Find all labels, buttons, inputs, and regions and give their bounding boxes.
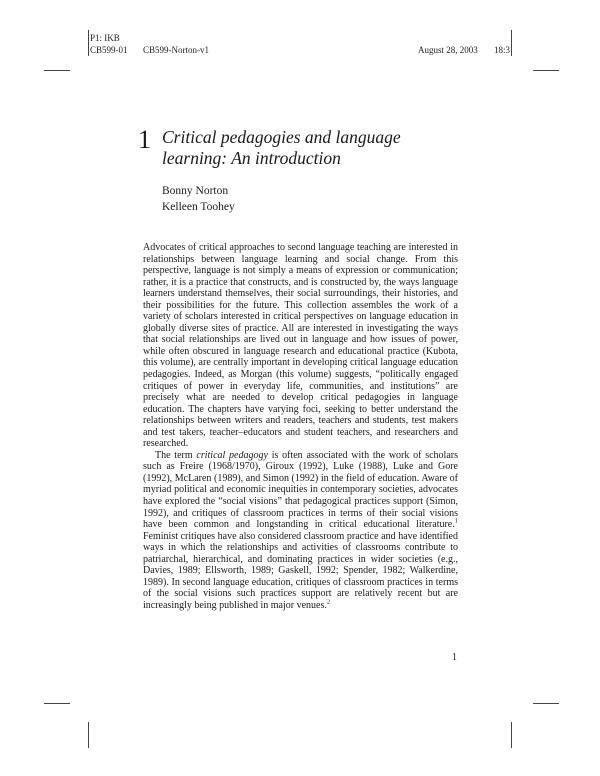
critical-pedagogy-term: critical pedagogy [196,449,268,461]
header-line1: P1: IKB [90,33,120,43]
crop-mark-left-top [44,70,70,71]
paragraph-2 [143,450,458,612]
crop-mark-top-right [511,30,512,56]
chapter-title-line1: Critical pedagogies and language [162,127,401,147]
header-code: CB599-01 [90,45,128,55]
crop-mark-bottom-right [511,722,512,748]
footnote-ref-1[interactable]: 1 [454,517,458,525]
header-time: 18:3 [494,45,511,55]
paragraph-2-part-b: is often associated with the work of scholars such as Freire (1968/1970), Giroux (1992), Luke (1988), Luke and Gore (1992), McLaren (1989), and Simon (1992) in the field of education. Aware of myriad political and economic inequities in contemporary societies, advocates have explored the “social visions” that pedagogical practices support (Simon, 1992), and critiques of classroom practices in terms of their social visions have been common and longstanding in critical educational literature. [143,449,458,531]
header-date: August 28, 2003 [418,45,478,55]
header-series: CB599-Norton-v1 [143,45,209,55]
body-text [143,242,458,612]
chapter-title [162,127,482,169]
crop-mark-right-top [533,70,559,71]
author-2: Kelleen Toohey [162,201,235,213]
paragraph-2-part-a: The term [155,449,197,461]
author-1: Bonny Norton [162,185,229,197]
crop-mark-left-bottom [44,703,70,704]
crop-mark-right-bottom [533,703,559,704]
crop-mark-top-left [88,30,89,56]
footnote-ref-2[interactable]: 2 [326,598,331,606]
page-number: 1 [452,652,457,663]
crop-mark-bottom-left [88,722,89,748]
chapter-number: 1 [138,125,151,154]
paragraph-1: Advocates of critical approaches to second language teaching are interested in relationships between language learning and social change. From this perspective, language is not simply a means of expression or communication; rather, it is a practice that constructs, and is constructed by, the ways language learners understand themselves, their social surroundings, their histories, and their possibilities for the future. This collection assembles the work of a variety of scholars interested in critical perspectives on language education in globally diverse sites of practice. All are interested in investigating the ways that social relationships are lived out in language and how issues of power, while often obscured in language research and educational practice (Kubota, this volume), are centrally important in developing critical language education pedagogies. Indeed, as Morgan (this volume) suggests, “politically engaged critiques of power in everyday life, communities, and institutions” are precisely what are needed to develop critical pedagogies in language education. The chapters have varying foci, seeking to better understand the relationships between writers and readers, teachers and students, test makers and test takers, teacher–educators and student teachers, and researchers and researched. [143,242,458,450]
paragraph-2-part-c: Feminist critiques have also considered classroom practice and have identified ways in which the relationships and activities of classrooms contribute to patriarchal, hierarchical, and dominating practices in wider societies (e.g., Davies, 1989; Ellsworth, 1989; Gaskell, 1992; Spender, 1982; Walkerdine, 1989). In second language education, critiques of classroom practices in terms of the social visions such practices support are relatively recent but are increasingly being published in major venues. [143,530,458,611]
chapter-title-line2: learning: An introduction [162,148,341,168]
